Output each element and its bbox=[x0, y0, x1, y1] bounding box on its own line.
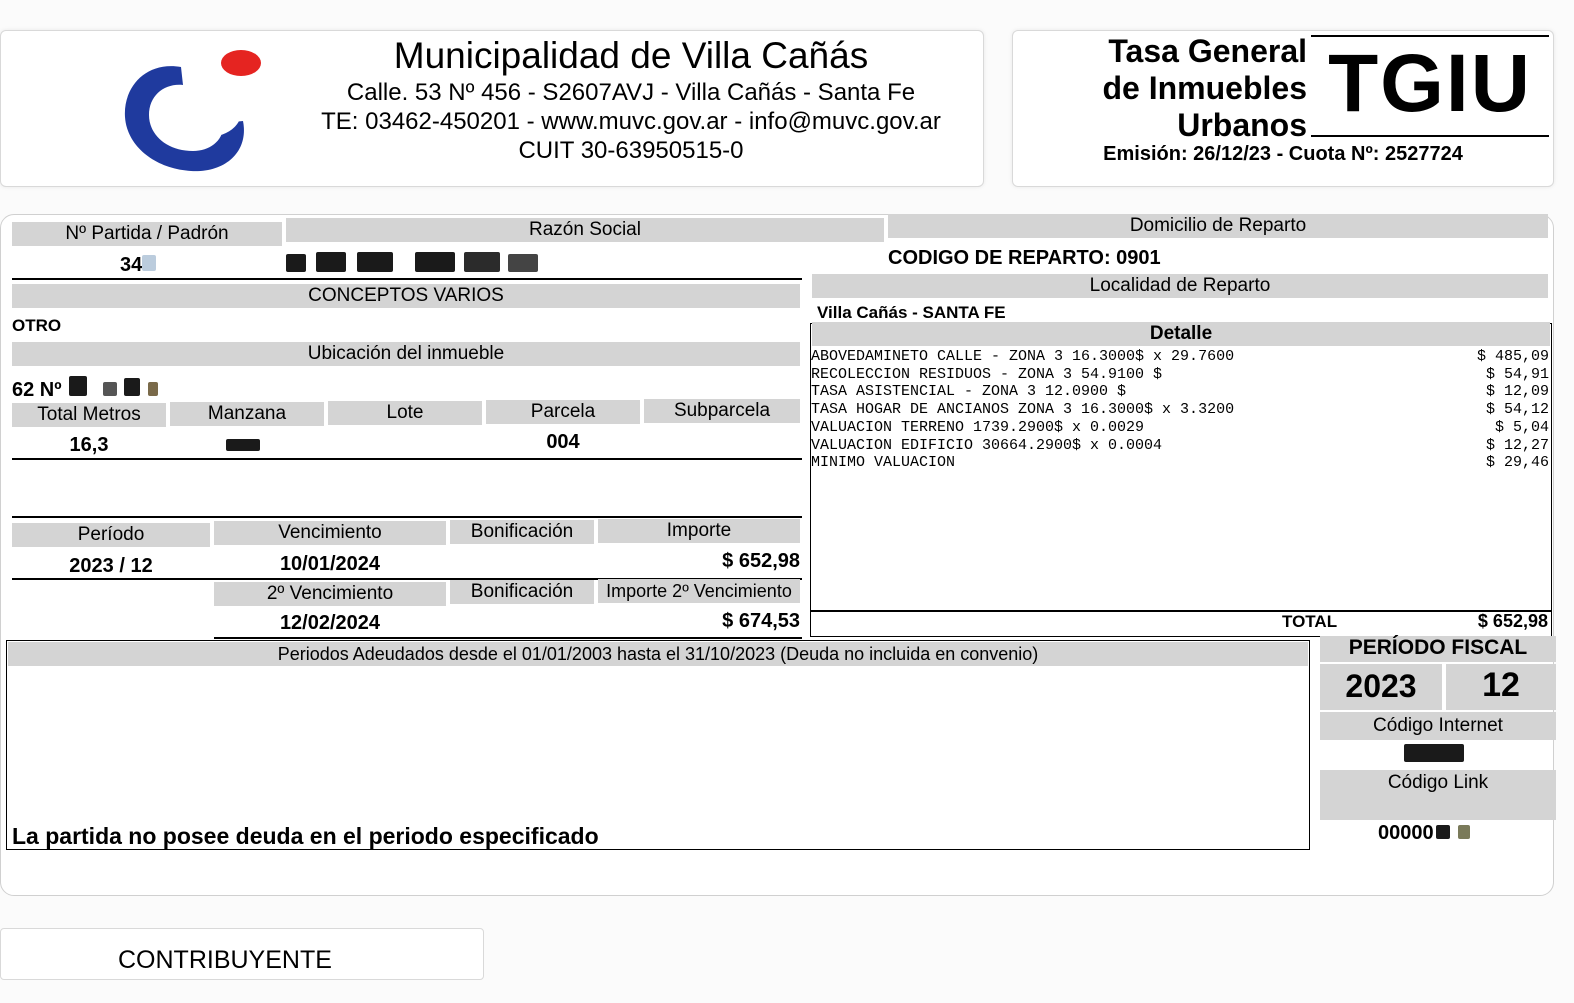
tax-panel bbox=[1012, 30, 1554, 187]
fiscal-month: 12 bbox=[1482, 666, 1520, 704]
detalle-list bbox=[811, 348, 1549, 472]
detalle-row: TASA ASISTENCIAL - ZONA 3 12.0900 $ $ 12,09 bbox=[811, 383, 1549, 401]
lote-header: Lote bbox=[328, 401, 482, 425]
contribuyente-label: CONTRIBUYENTE bbox=[118, 946, 332, 974]
municipality-cuit: CUIT 30-63950515-0 bbox=[518, 137, 744, 164]
municipality-logo bbox=[111, 39, 271, 179]
codigo-internet-header: Código Internet bbox=[1320, 712, 1556, 740]
deuda-header: Periodos Adeudados desde el 01/01/2003 hasta el 31/10/2023 (Deuda no incluida en convenio) bbox=[8, 642, 1308, 666]
total-label: TOTAL bbox=[1282, 612, 1338, 631]
codigo-link-value: 00000 bbox=[1378, 822, 1470, 845]
domicilio-header: Domicilio de Reparto bbox=[888, 214, 1548, 238]
detalle-row: VALUACION EDIFICIO 30664.2900$ x 0.0004 $ 12,27 bbox=[811, 436, 1549, 454]
localidad-header: Localidad de Reparto bbox=[812, 274, 1548, 298]
tax-emission: Emisión: 26/12/23 - Cuota Nº: 2527724 bbox=[1103, 143, 1463, 165]
detalle-row: MINIMO VALUACION $ 29,46 bbox=[811, 454, 1549, 472]
property-rule bbox=[12, 458, 802, 460]
tax-title-line2: de Inmuebles bbox=[1102, 70, 1307, 106]
vencimiento2-value: 12/02/2024 bbox=[279, 612, 381, 634]
row1-rule bbox=[12, 278, 802, 280]
codigo-internet-redacted bbox=[1404, 744, 1464, 767]
municipality-contact: TE: 03462-450201 - www.muvc.gov.ar - info@muvc.gov.ar bbox=[321, 108, 941, 135]
total-value: $ 652,98 bbox=[1477, 611, 1548, 631]
partida-header: Nº Partida / Padrón bbox=[12, 222, 282, 246]
municipality-panel bbox=[0, 30, 984, 187]
concepto-value: OTRO bbox=[12, 316, 62, 335]
codigo-reparto: CODIGO DE REPARTO: 0901 bbox=[888, 247, 1161, 269]
bonificacion2-header: Bonificación bbox=[450, 580, 594, 604]
tax-code-rule-top bbox=[1311, 35, 1549, 37]
periodo-value: 2023 / 12 bbox=[69, 555, 153, 577]
bonificacion-header: Bonificación bbox=[450, 520, 594, 544]
manzana-header: Manzana bbox=[170, 402, 324, 426]
redacted-link bbox=[1436, 825, 1450, 839]
tax-title-line3: Urbanos bbox=[1177, 107, 1307, 143]
vencimiento2-rule bbox=[214, 637, 802, 639]
municipality-name: Municipalidad de Villa Cañás bbox=[393, 35, 869, 76]
redacted-partida bbox=[142, 255, 156, 271]
importe2-header: Importe 2º Vencimiento bbox=[598, 579, 800, 603]
tax-code-rule-bottom bbox=[1311, 135, 1549, 137]
razon-social-header: Razón Social bbox=[286, 218, 884, 242]
parcela-header: Parcela bbox=[486, 400, 640, 424]
periodo-fiscal-header: PERÍODO FISCAL bbox=[1320, 636, 1556, 662]
detalle-header: Detalle bbox=[812, 322, 1550, 346]
importe-header: Importe bbox=[598, 519, 800, 543]
tax-title-line1: Tasa General bbox=[1108, 33, 1307, 69]
vencimiento2-header: 2º Vencimiento bbox=[214, 582, 446, 606]
importe-value: $ 652,98 bbox=[722, 550, 800, 572]
periodo-header: Período bbox=[12, 523, 210, 547]
fiscal-year: 2023 bbox=[1345, 668, 1417, 704]
razon-social-redacted bbox=[286, 252, 538, 277]
total-metros-header: Total Metros bbox=[12, 403, 166, 427]
subparcela-header: Subparcela bbox=[644, 399, 800, 423]
total-metros-value: 16,3 bbox=[69, 434, 109, 456]
ubicacion-value: 62 Nº bbox=[12, 376, 158, 402]
localidad-value: Villa Cañás - SANTA FE bbox=[817, 303, 1006, 322]
detalle-row: RECOLECCION RESIDUOS - ZONA 3 54.9100 $ $ 54,91 bbox=[811, 365, 1549, 383]
redacted-ubicacion bbox=[69, 376, 87, 396]
vencimiento-header: Vencimiento bbox=[214, 521, 446, 545]
periodo-top-rule bbox=[12, 516, 802, 518]
detalle-row: VALUACION TERRENO 1739.2900$ x 0.0029 $ 5,04 bbox=[811, 418, 1549, 436]
importe2-value: $ 674,53 bbox=[722, 610, 800, 632]
partida-value: 34 bbox=[120, 254, 156, 277]
municipality-address: Calle. 53 Nº 456 - S2607AVJ - Villa Cañás - Santa Fe bbox=[346, 79, 916, 106]
ubicacion-header: Ubicación del inmueble bbox=[12, 342, 800, 366]
conceptos-header: CONCEPTOS VARIOS bbox=[12, 284, 800, 308]
tax-code: TGIU bbox=[1328, 38, 1532, 129]
vencimiento-value: 10/01/2024 bbox=[279, 553, 381, 575]
detalle-row: TASA HOGAR DE ANCIANOS ZONA 3 16.3000$ x 3.3200 $ 54,12 bbox=[811, 401, 1549, 419]
manzana-redacted bbox=[226, 438, 260, 456]
parcela-value: 004 bbox=[546, 431, 580, 453]
detalle-row: ABOVEDAMINETO CALLE - ZONA 3 16.3000$ x 29.7600 $ 485,09 bbox=[811, 348, 1549, 365]
codigo-link-header: Código Link bbox=[1320, 770, 1556, 820]
deuda-box bbox=[6, 640, 1310, 850]
deuda-message: La partida no posee deuda en el periodo especificado bbox=[12, 823, 599, 849]
